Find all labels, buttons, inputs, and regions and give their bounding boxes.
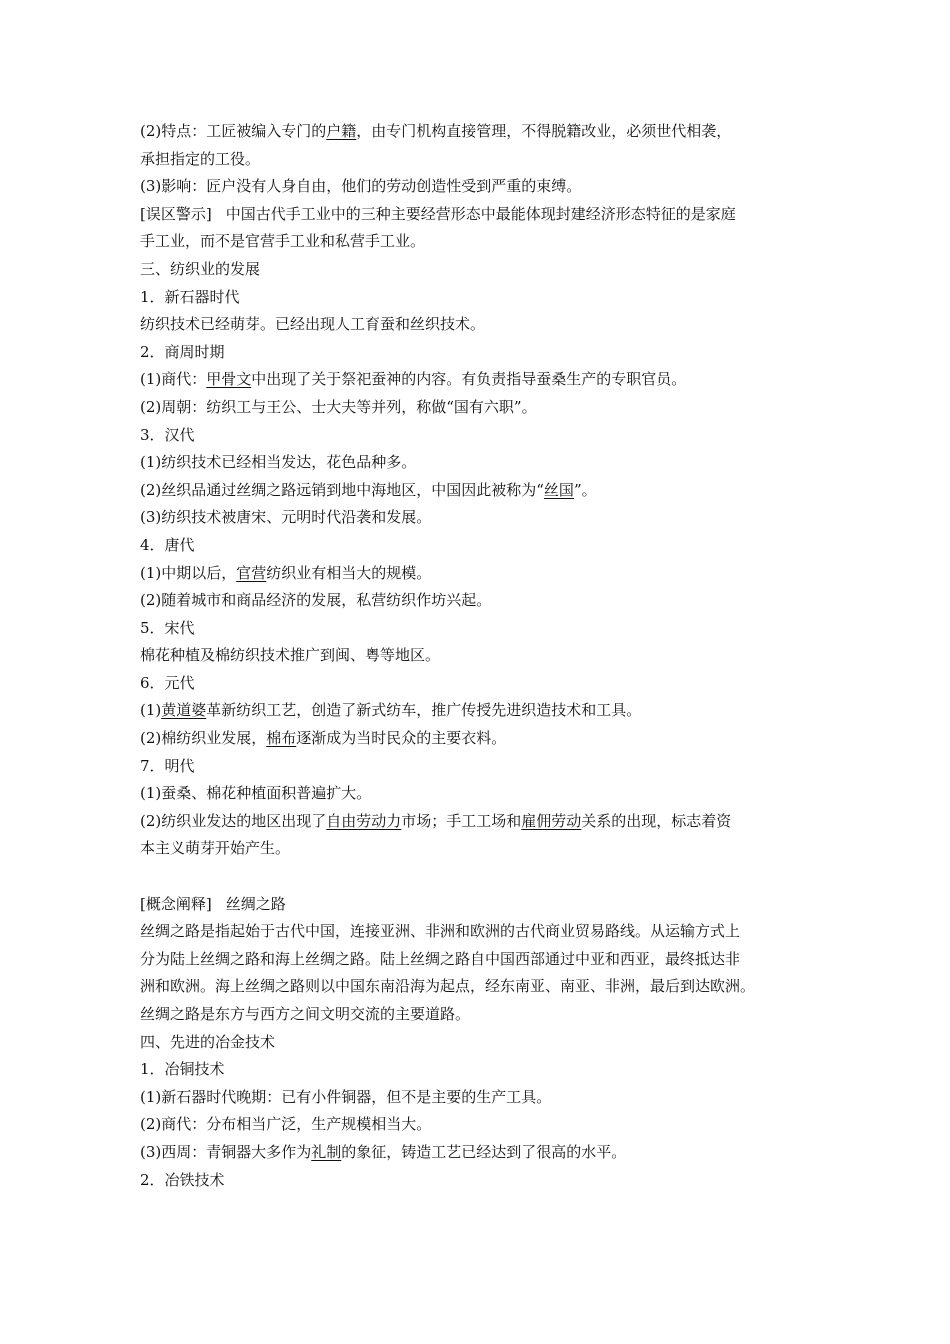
blank-line (140, 863, 820, 891)
document-page (140, 118, 820, 1194)
text-line: (2)棉纺织业发展，棉布逐渐成为当时民众的主要衣料。 (140, 729, 507, 748)
text-line: 洲和欧洲。海上丝绸之路则以中国东南沿海为起点，经东南亚、南亚、非洲，最后到达欧洲。 (140, 977, 756, 996)
subsection-heading: 6．元代 (140, 673, 195, 692)
keyword-underlined: 黄道婆 (161, 701, 207, 720)
text-line: 分为陆上丝绸之路和海上丝绸之路。陆上丝绸之路自中国西部通过中亚和西亚，最终抵达非 (140, 949, 741, 968)
keyword-underlined: 丝国 (543, 480, 574, 499)
text-line: 纺织技术已经萌芽。已经出现人工育蚕和丝织技术。 (140, 315, 486, 334)
subsection-heading: 2．商周时期 (140, 342, 225, 361)
keyword-underlined: 甲骨文 (206, 370, 252, 389)
text-line: (2)特点：工匠被编入专门的户籍，由专门机构直接管理，不得脱籍改业，必须世代相袭， (140, 122, 732, 140)
text-line: (1)纺织技术已经相当发达，花色品种多。 (140, 453, 417, 472)
misconception-warning: [误区警示] 中国古代手工业中的三种主要经营形态中最能体现封建经济形态特征的是家庭 (140, 204, 736, 223)
text-line: (3)西周：青铜器大多作为礼制的象征，铸造工艺已经达到了很高的水平。 (140, 1142, 627, 1161)
subsection-heading: 5．宋代 (140, 618, 195, 637)
text-line: (1)新石器时代晚期：已有小件铜器，但不是主要的生产工具。 (140, 1087, 552, 1106)
subsection-heading: 4．唐代 (140, 535, 195, 554)
subsection-heading: 1．冶铜技术 (140, 1060, 225, 1079)
concept-explanation-heading: [概念阐释] 丝绸之路 (140, 894, 286, 913)
text-line: (1)中期以后，官营纺织业有相当大的规模。 (140, 563, 432, 582)
subsection-heading: 7．明代 (140, 756, 195, 775)
subsection-heading: 3．汉代 (140, 425, 195, 444)
keyword-underlined: 棉布 (266, 729, 297, 748)
keyword-underlined: 户籍 (326, 122, 357, 140)
subsection-heading: 2．冶铁技术 (140, 1170, 225, 1189)
section-heading: 三、纺织业的发展 (140, 259, 261, 278)
text-line: (2)随着城市和商品经济的发展，私营纺织作坊兴起。 (140, 591, 492, 610)
text-line: 本主义萌芽开始产生。 (140, 839, 291, 858)
subsection-heading: 1．新石器时代 (140, 287, 240, 306)
text-line: (3)纺织技术被唐宋、元明时代沿袭和发展。 (140, 508, 432, 527)
section-tag: [概念阐释] (140, 894, 212, 913)
text-line: (1)蚕桑、棉花种植面积普遍扩大。 (140, 784, 372, 803)
text-line: 棉花种植及棉纺织技术推广到闽、粤等地区。 (140, 646, 441, 665)
text-line: (1)黄道婆革新纺织工艺，创造了新式纺车，推广传授先进织造技术和工具。 (140, 701, 642, 720)
text-line: (1)商代：甲骨文中出现了关于祭祀蚕神的内容。有负责指导蚕桑生产的专职官员。 (140, 370, 687, 389)
text-line: 手工业，而不是官营手工业和私营手工业。 (140, 232, 426, 251)
text-line: (2)商代：分布相当广泛，生产规模相当大。 (140, 1115, 432, 1134)
keyword-underlined: 自由劳动力 (326, 811, 402, 830)
text-line: (3)影响：匠户没有人身自由，他们的劳动创造性受到严重的束缚。 (140, 177, 582, 196)
section-heading: 四、先进的冶金技术 (140, 1032, 276, 1051)
keyword-underlined: 礼制 (311, 1142, 342, 1161)
text-line: (2)丝织品通过丝绸之路远销到地中海地区，中国因此被称为“丝国”。 (140, 480, 597, 499)
keyword-underlined: 官营 (236, 563, 267, 582)
text-line: 丝绸之路是东方与西方之间文明交流的主要道路。 (140, 1005, 471, 1023)
keyword-underlined: 雇佣劳动 (521, 811, 582, 830)
text-line: (2)纺织业发达的地区出现了自由劳动力市场；手工工场和雇佣劳动关系的出现，标志着资 (140, 811, 732, 830)
text-line: 丝绸之路是指起始于古代中国，连接亚洲、非洲和欧洲的古代商业贸易路线。从运输方式上 (140, 922, 741, 941)
text-line: (2)周朝：纺织工与王公、士大夫等并列，称做“国有六职”。 (140, 397, 537, 416)
section-tag: [误区警示] (140, 204, 212, 223)
text-line: 承担指定的工役。 (140, 149, 261, 168)
